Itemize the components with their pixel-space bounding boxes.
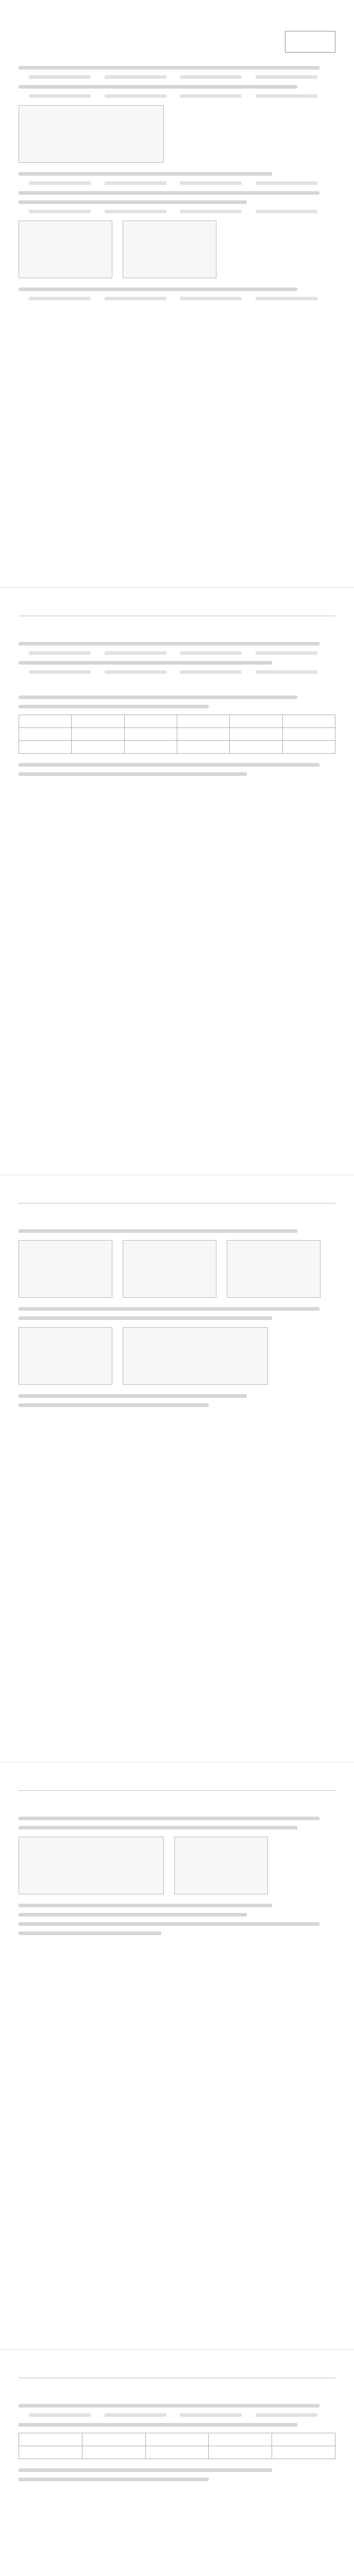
figure <box>19 105 164 163</box>
section-heading <box>19 2391 335 2400</box>
running-header <box>19 1775 335 1791</box>
question-text-line <box>19 172 272 176</box>
question-text-line <box>19 2404 319 2408</box>
answer-options <box>29 297 317 300</box>
question-text-line <box>19 2423 297 2427</box>
question-text-line <box>19 2478 209 2481</box>
figure <box>19 1240 112 1298</box>
figure-row <box>19 221 335 278</box>
exam-page-2 <box>0 587 354 1175</box>
question-text-line <box>19 1394 247 1398</box>
question-text-line <box>19 661 272 665</box>
question-text-line <box>19 2468 272 2472</box>
exam-title <box>19 12 335 23</box>
question-text-line <box>19 1229 297 1233</box>
figure <box>19 221 112 278</box>
question-text-line <box>19 191 319 195</box>
running-header <box>19 1188 335 1204</box>
figure-row <box>19 1837 335 1894</box>
page-number <box>0 1158 354 1165</box>
answer-options <box>29 75 317 79</box>
answer-options <box>29 670 317 674</box>
question-text-line <box>19 1817 319 1820</box>
answer-options <box>29 94 317 98</box>
answer-options <box>29 651 317 655</box>
figure-row <box>19 1327 335 1385</box>
question-text-line <box>19 66 319 70</box>
figure <box>123 1240 216 1298</box>
figure <box>227 1240 321 1298</box>
question-text-line <box>19 705 209 708</box>
section-heading <box>19 53 335 62</box>
score-box <box>285 31 335 53</box>
question-text-line <box>19 763 319 767</box>
exam-page-5 <box>0 2349 354 2576</box>
question-text-line <box>19 642 319 646</box>
running-header <box>19 2362 335 2378</box>
question-text-line <box>19 200 247 204</box>
question-text-line <box>19 1316 272 1320</box>
data-table <box>19 2433 335 2459</box>
question-text-line <box>19 1931 161 1935</box>
question-text-line <box>19 1922 319 1926</box>
page-number <box>0 571 354 578</box>
question-text-line <box>19 1904 272 1907</box>
figure <box>123 221 216 278</box>
question-text-line <box>19 1913 247 1917</box>
section-heading <box>19 1803 335 1812</box>
figure <box>19 1327 112 1385</box>
section-heading <box>19 629 335 638</box>
question-text-line <box>19 85 297 89</box>
answer-options <box>29 2413 317 2417</box>
page-number <box>0 2333 354 2340</box>
figure <box>174 1837 268 1894</box>
question-text-line <box>19 1307 319 1311</box>
figure <box>123 1327 268 1385</box>
section-heading <box>19 1216 335 1225</box>
question-text-line <box>19 287 297 291</box>
section-heading <box>19 682 335 691</box>
question-text-line <box>19 696 297 699</box>
answer-options <box>29 181 317 185</box>
exam-page-3 <box>0 1175 354 1762</box>
question-text-line <box>19 772 247 776</box>
question-text-line <box>19 1826 297 1829</box>
figure-row <box>19 1240 335 1298</box>
figure-row <box>19 105 335 163</box>
page-number <box>0 1745 354 1753</box>
running-header <box>19 600 335 616</box>
figure <box>19 1837 164 1894</box>
data-table <box>19 715 335 754</box>
answer-options <box>29 210 317 213</box>
exam-page-4 <box>0 1762 354 2349</box>
question-text-line <box>19 1403 209 1407</box>
exam-page-1 <box>0 0 354 587</box>
